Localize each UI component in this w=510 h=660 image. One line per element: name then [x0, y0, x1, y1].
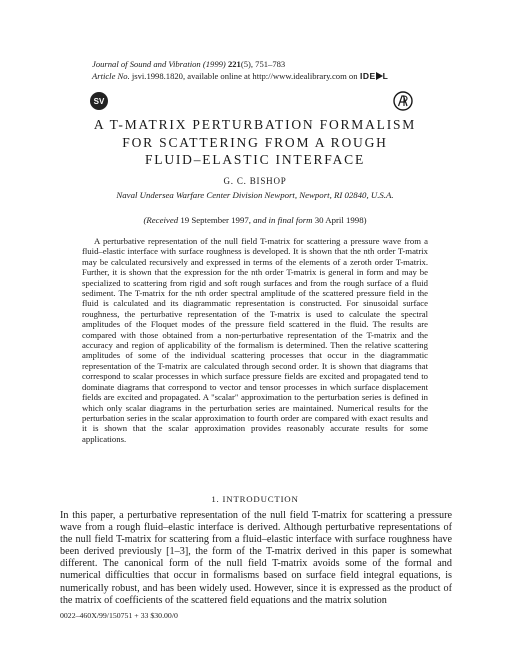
title-line-3: FLUID–ELASTIC INTERFACE	[144, 152, 366, 167]
received-dates: (Received 19 September 1997, and in final form 30 April 1998)	[143, 215, 367, 225]
journal-year: (1999)	[202, 59, 226, 69]
article-rest: jsvi.1998.1820, available online at http://www.idealibrary.com on	[131, 71, 358, 81]
article-label: Article No.	[92, 71, 130, 81]
title-line-1: A T-MATRIX PERTURBATION FORMALISM	[93, 117, 417, 132]
abstract: A perturbative representation of the null field T-matrix for scattering a pressure wave from a fluid–elastic interface with surface roughness is developed. It is shown that the nth order T-matrix may be calculated recursively and expressed in terms of the elements of a zeroth order T-matrix. Further, it is shown that the expression for the nth order T-matrix is general in form and may be specialized to scattering from rigid and soft rough surfaces and from the rough surface of a fluid sediment. The T-matrix for the nth order spectral amplitude of the scattered pressure field in the fluid is calculated and its diagrammatic representation is constructed. For sinusoidal surface roughness, the perturbative representation of the T-matrix is used to calculate the spectral amplitudes of the Floquet modes of the pressure field scattered in the fluid. The results are compared with those obtained from a non-perturbative representation of the T-matrix and the accuracy and region of applicability of the formalism is determined. Then the relative scattering amplitudes of some of the individual scattering processes that occur in the diagrammatic representation of the T-matrix are calculated through second order. It is shown that diagrams that correspond to scalar processes in which surface pressure fields are excited and propagated tend to dominate diagrams that correspond to vector and tensor processes in which surface displacement fields are excited and propagated. A "scalar" approximation to the perturbation series is defined in which only scalar diagrams in the perturbation series are maintained. Numerical results for the perturbation series in the scalar approximation to fourth order are compared with exact results and it is shown that the scalar approximation provides reasonably accurate results for some applications.	[82, 236, 428, 444]
ideal-logo: IDE L	[360, 71, 389, 81]
article-info	[92, 70, 358, 82]
footer-code: 0022–460X/99/150751 + 33 $30.00/0	[60, 611, 178, 620]
journal-pages: (5), 751–783	[240, 59, 286, 69]
introduction-paragraph: In this paper, a perturbative representation of the null field T-matrix for scattering a pressure wave from a rough fluid–elastic interface is derived. Although perturbative representations of the null field T-matrix for scattering from a fluid–elastic interface with surface roughness have been derived previously [1–3], the form of the T-matrix derived in this paper is somewhat different. The canonical form of the null field T-matrix avoids some of the formal and numerical difficulties that occur in formalisms based on surface field integral equations, is numerically robust, and has been widely used. However, since it is expressed as the product of the matrix of coefficients of the scattered field equations and the matrix solution	[60, 510, 452, 606]
author-name: G. C. BISHOP	[223, 176, 287, 186]
final-date: 30 April 1998)	[314, 215, 367, 225]
arrow-icon	[376, 72, 383, 80]
journal-name: Journal of Sound and Vibration	[92, 59, 201, 69]
publisher-sv-logo: SV	[90, 92, 108, 110]
journal-volume: 221	[227, 59, 241, 69]
received-date: 19 September 1997,	[180, 215, 251, 225]
academic-press-logo-icon	[393, 91, 413, 111]
author-affiliation: Naval Undersea Warfare Center Division Newport, Newport, RI 02840, U.S.A.	[116, 190, 394, 200]
journal-citation	[92, 58, 285, 70]
paper-title	[80, 116, 430, 169]
section-heading: 1. INTRODUCTION	[211, 494, 299, 504]
title-line-2: FOR SCATTERING FROM A ROUGH	[122, 134, 388, 150]
